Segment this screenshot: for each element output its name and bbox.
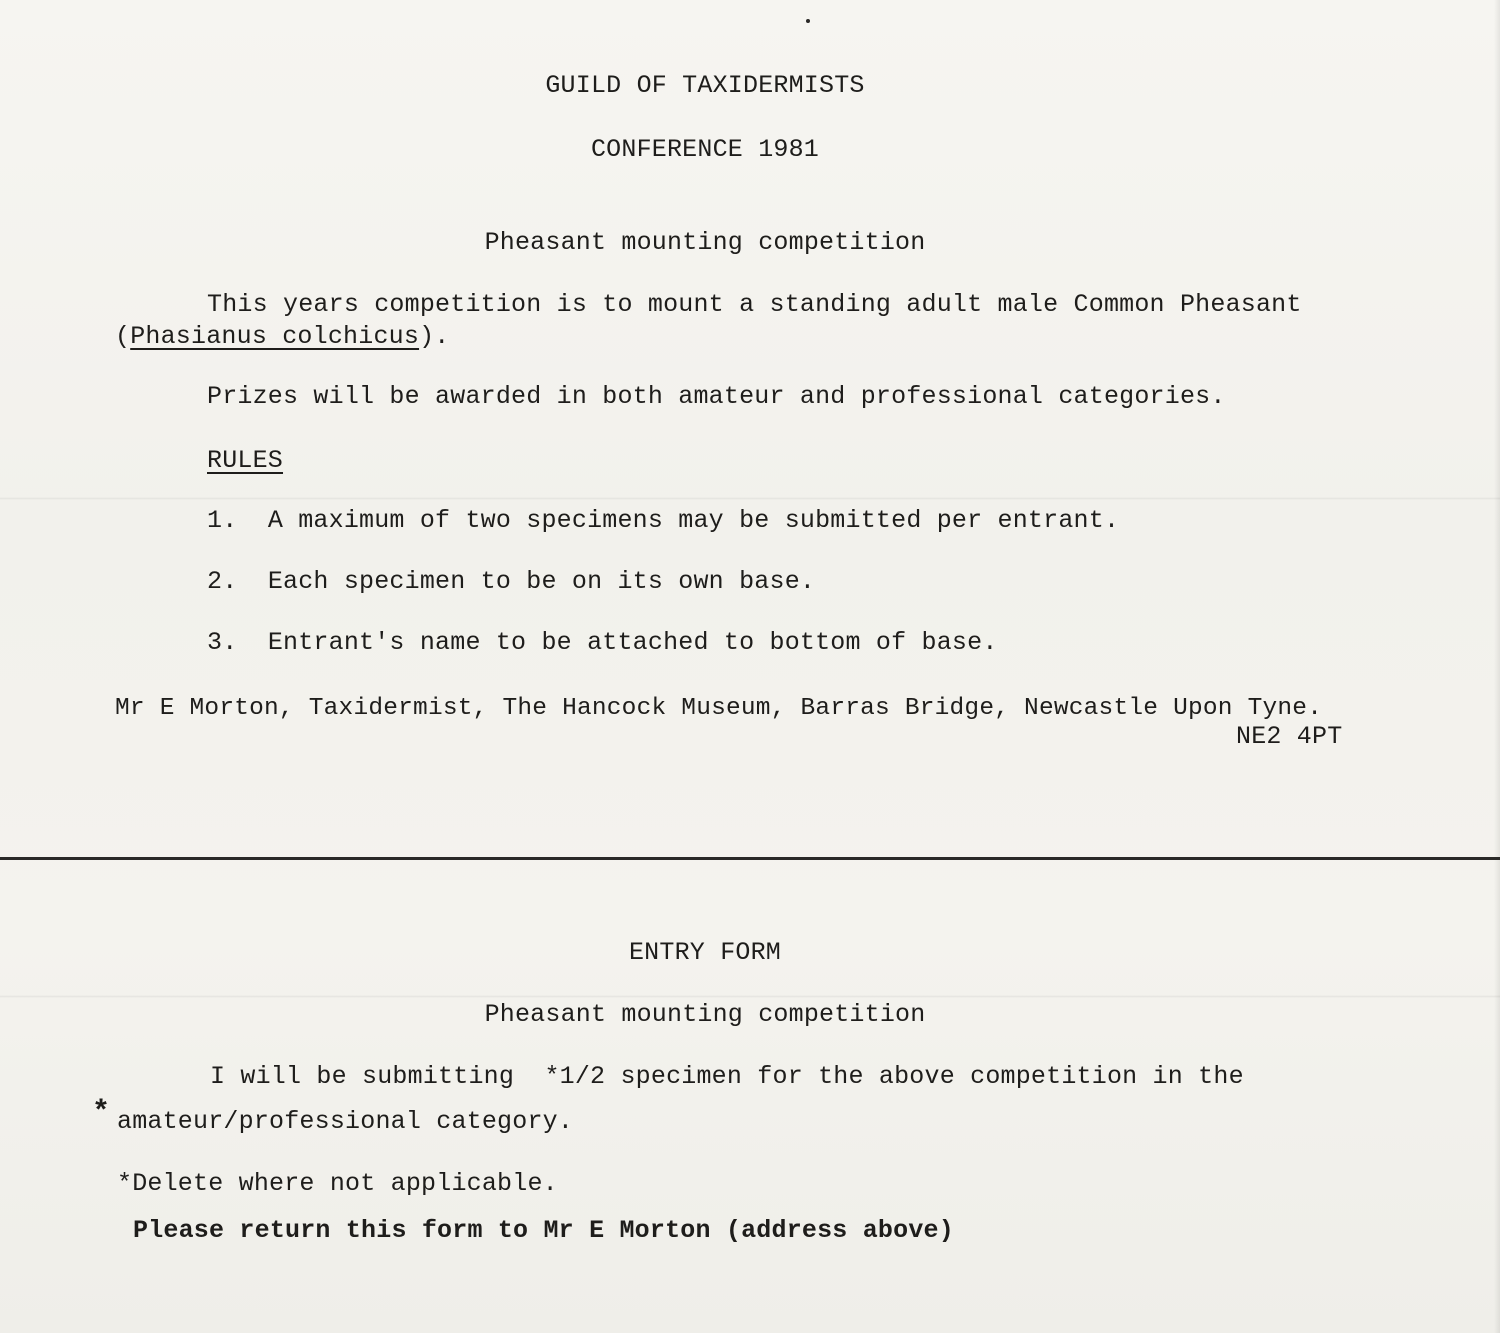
rule-text: A maximum of two specimens may be submitted per entrant. <box>267 506 1120 535</box>
paren-close: ). <box>419 322 450 351</box>
entry-form-line: I will be submitting *1/2 specimen for the above competition in the <box>210 1062 1244 1091</box>
rule-item <box>207 567 815 597</box>
cut-line-divider <box>0 857 1500 860</box>
rule-number: 1. <box>207 506 238 535</box>
competition-subtitle: Pheasant mounting competition <box>484 228 926 257</box>
rules-heading: RULES <box>207 446 284 475</box>
prizes-line: Prizes will be awarded in both amateur and professional categories. <box>207 382 1226 411</box>
conference-title: CONFERENCE 1981 <box>590 135 820 164</box>
species-line <box>115 322 449 352</box>
paren-open: ( <box>115 322 131 351</box>
address-line: Mr E Morton, Taxidermist, The Hancock Museum, Barras Bridge, Newcastle Upon Tyne. <box>115 695 1323 722</box>
rule-text: Each specimen to be on its own base. <box>267 567 816 596</box>
handwritten-asterisk: * <box>92 1096 111 1130</box>
guild-title: GUILD OF TAXIDERMISTS <box>545 71 865 100</box>
speck <box>806 19 810 23</box>
rule-number: 2. <box>207 567 238 596</box>
intro-line: This years competition is to mount a standing adult male Common Pheasant <box>207 290 1302 319</box>
category-line: amateur/professional category. <box>117 1107 574 1136</box>
footnote: *Delete where not applicable. <box>117 1169 558 1198</box>
postcode: NE2 4PT <box>1236 722 1343 751</box>
paper-edge <box>1494 0 1500 1333</box>
entry-form-subtitle: Pheasant mounting competition <box>484 1000 926 1029</box>
rule-text: Entrant's name to be attached to bottom of base. <box>267 628 998 657</box>
return-instruction: Please return this form to Mr E Morton (address above) <box>133 1216 954 1245</box>
species-name: Phasianus colchicus <box>130 322 420 351</box>
rule-item <box>207 506 1119 536</box>
paper-fold <box>0 995 1500 998</box>
rule-item <box>207 628 998 658</box>
rule-number: 3. <box>207 628 238 657</box>
paper-fold <box>0 497 1500 500</box>
entry-form-title: ENTRY FORM <box>628 938 782 967</box>
